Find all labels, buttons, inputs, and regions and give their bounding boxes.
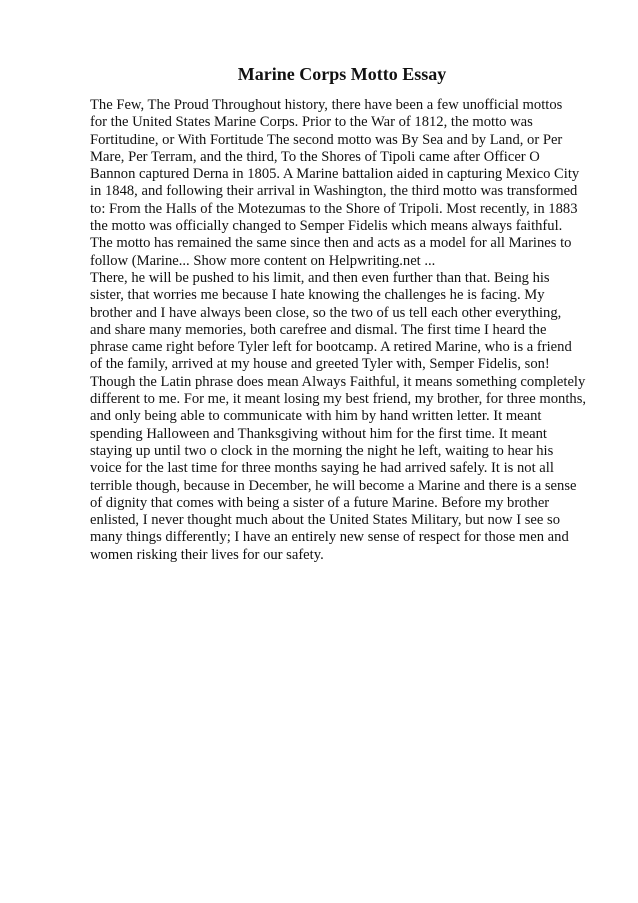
text-line: brother and I have always been close, so the two of us tell each other everything,: [90, 304, 562, 321]
text-line: the motto was officially changed to Semper Fidelis which means always faithful.: [90, 218, 563, 235]
text-line: voice for the last time for three months saying he had arrived safely. It is not all: [90, 460, 554, 477]
text-line: of the family, arrived at my house and greeted Tyler with, Semper Fidelis, son!: [90, 356, 550, 373]
text-line: The motto has remained the same since then and acts as a model for all Marines to: [90, 235, 572, 252]
text-line: for the United States Marine Corps. Prior to the War of 1812, the motto was: [90, 114, 533, 131]
text-line: spending Halloween and Thanksgiving without him for the first time. It meant: [90, 425, 547, 442]
text-line: phrase came right before Tyler left for bootcamp. A retired Marine, who is a friend: [90, 339, 572, 356]
text-line: of dignity that comes with being a sister of a future Marine. Before my brother: [90, 494, 550, 511]
text-line: terrible though, because in December, he will become a Marine and there is a sense: [90, 477, 577, 494]
text-line: and share many memories, both carefree and dismal. The first time I heard the: [90, 321, 547, 338]
page-title: Marine Corps Motto Essay: [237, 64, 447, 84]
text-line: Though the Latin phrase does mean Always Faithful, it means something completely: [90, 373, 586, 390]
text-line: to: From the Halls of the Motezumas to the Shore of Tripoli. Most recently, in 1883: [90, 200, 578, 217]
text-line: Fortitudine, or With Fortitude The second motto was By Sea and by Land, or Per: [90, 131, 563, 148]
essay-body: [90, 97, 590, 564]
text-line: Mare, Per Terram, and the third, To the Shores of Tipoli came after Officer O: [90, 148, 540, 165]
text-line: There, he will be pushed to his limit, and then even further than that. Being his: [90, 269, 550, 286]
text-line: follow (Marine... Show more content on Helpwriting.net ...: [90, 252, 436, 269]
text-line: sister, that worries me because I hate knowing the challenges he is facing. My: [90, 287, 545, 304]
text-line: enlisted, I never thought much about the United States Military, but now I see so: [90, 512, 561, 529]
text-line: women risking their lives for our safety.: [90, 546, 324, 563]
text-line: different to me. For me, it meant losing my best friend, my brother, for three months,: [90, 391, 587, 408]
text-line: staying up until two o clock in the morning the night he left, waiting to hear his: [90, 442, 554, 459]
text-line: many things differently; I have an entirely new sense of respect for those men and: [90, 529, 569, 546]
text-line: and only being able to communicate with him by hand written letter. It meant: [90, 408, 542, 425]
text-line: Bannon captured Derna in 1805. A Marine battalion aided in capturing Mexico City: [90, 166, 580, 183]
text-line: in 1848, and following their arrival in Washington, the third motto was transformed: [90, 183, 578, 200]
text-line: The Few, The Proud Throughout history, there have been a few unofficial mottos: [90, 97, 563, 113]
